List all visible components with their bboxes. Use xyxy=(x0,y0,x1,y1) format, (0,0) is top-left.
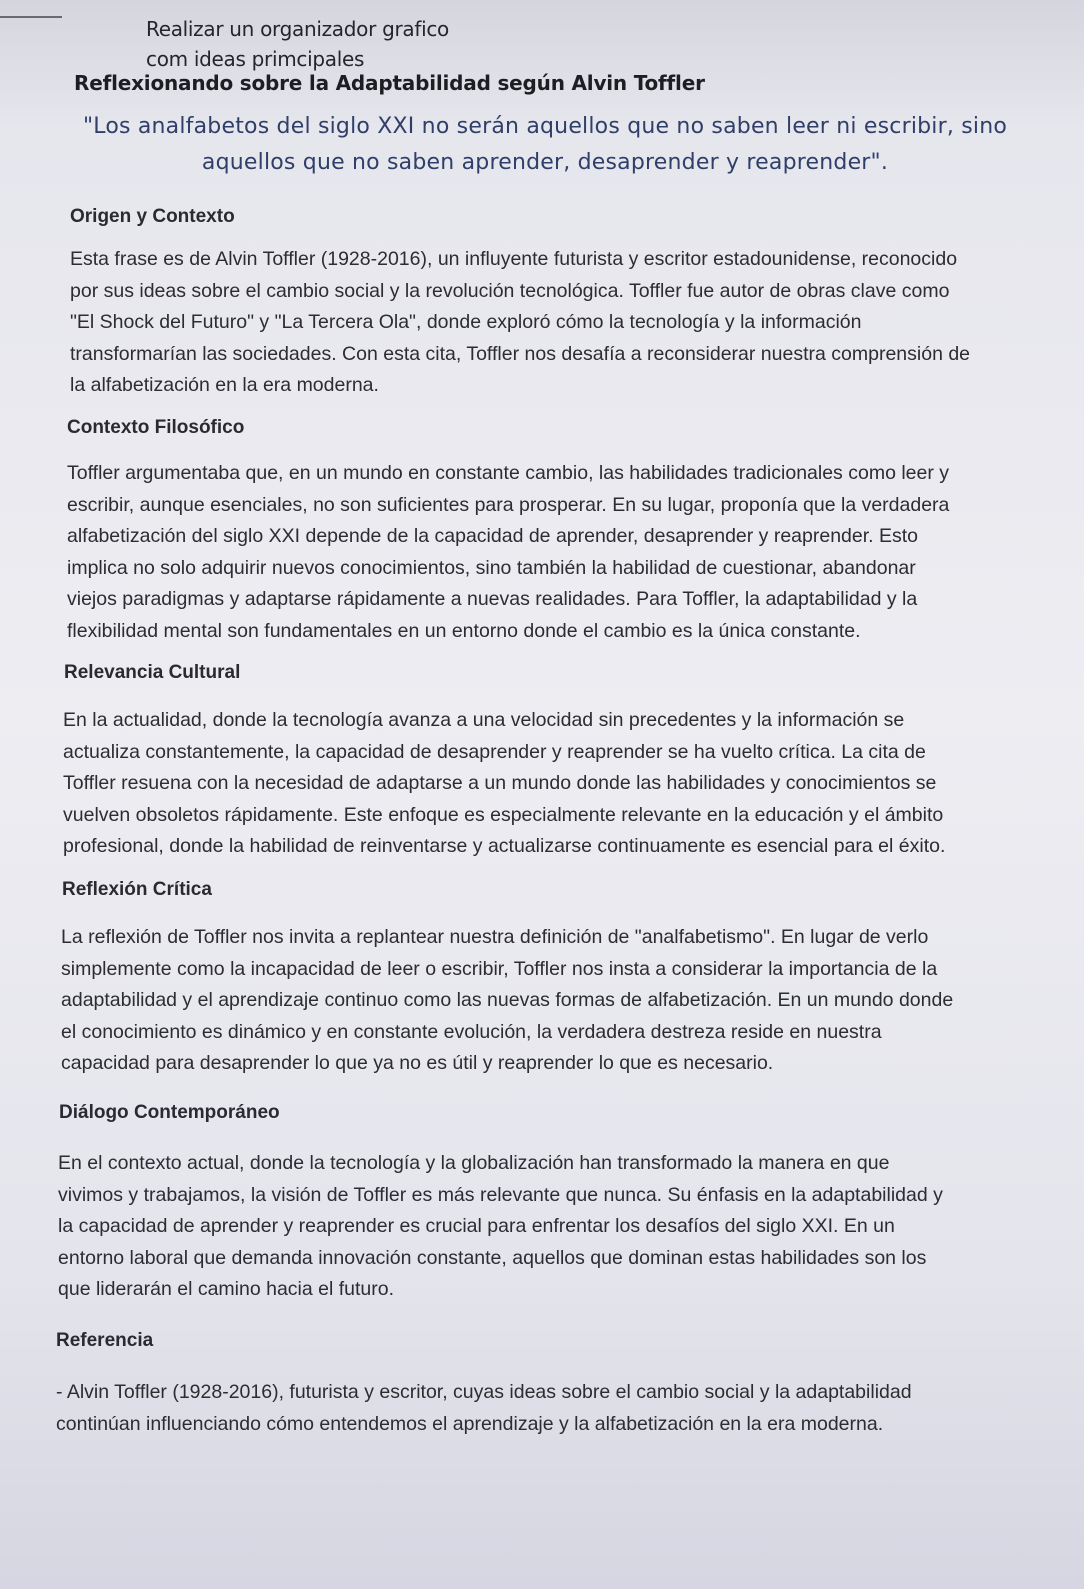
body-line: Toffler resuena con la necesidad de adaptarse a un mundo donde las habilidades y conocimientos se xyxy=(63,772,937,794)
body-line: entorno laboral que demanda innovación constante, aquellos que dominan estas habilidades son los xyxy=(58,1246,927,1269)
section-body-filosofico xyxy=(67,458,949,647)
instruction-line-2: com ideas primcipales xyxy=(146,47,365,71)
section-body-reflexion xyxy=(61,922,953,1080)
body-line: alfabetización del siglo XXI depende de la capacidad de aprender, desaprender y reaprender. Esto xyxy=(67,525,919,547)
body-line: simplemente como la incapacidad de leer o escribir, Toffler nos insta a considerar la importancia de la xyxy=(61,957,938,980)
body-line: Esta frase es de Alvin Toffler (1928-2016), un influyente futurista y escritor estadounidense, reconocido xyxy=(70,248,958,270)
section-body-relevancia xyxy=(63,705,945,863)
body-line: implica no solo adquirir nuevos conocimientos, sino también la habilidad de cuestionar, abandonar xyxy=(67,556,916,579)
body-line: Toffler argumentaba que, en un mundo en constante cambio, las habilidades tradicionales como leer y xyxy=(67,462,950,484)
section-heading-relevancia: Relevancia Cultural xyxy=(64,662,241,683)
section-heading-referencia: Referencia xyxy=(56,1330,154,1351)
instruction-line-1: Realizar un organizador grafico xyxy=(146,17,449,41)
body-line: escribir, aunque esenciales, no son suficientes para prosperar. En su lugar, proponía que la verdadera xyxy=(67,493,950,516)
section-heading-origen: Origen y Contexto xyxy=(70,206,235,227)
body-line: En el contexto actual, donde la tecnología y la globalización han transformado la manera en que xyxy=(58,1152,890,1174)
quote-line-2: aquellos que no saben aprender, desaprender y reaprender". xyxy=(201,150,889,175)
body-line: capacidad para desaprender lo que ya no es útil y reaprender lo que es necesario. xyxy=(61,1052,774,1074)
body-line: que liderarán el camino hacia el futuro. xyxy=(58,1278,395,1300)
body-line: vivimos y trabajamos, la visión de Toffler es más relevante que nunca. Su énfasis en la adaptabilidad y xyxy=(58,1183,943,1206)
body-line: "El Shock del Futuro" y "La Tercera Ola", donde exploró cómo la tecnología y la información xyxy=(70,311,862,333)
body-line: viejos paradigmas y adaptarse rápidamente a nuevas realidades. Para Toffler, la adaptabilidad y la xyxy=(67,588,918,610)
section-heading-reflexion: Reflexión Crítica xyxy=(62,879,212,900)
body-line: vuelven obsoletos rápidamente. Este enfoque es especialmente relevante en la educación y el ámbito xyxy=(63,803,944,826)
body-line: transformarían las sociedades. Con esta cita, Toffler nos desafía a reconsiderar nuestra comprensión de xyxy=(70,342,971,365)
margin-line xyxy=(0,16,62,18)
body-line: la capacidad de aprender y reaprender es crucial para enfrentar los desafíos del siglo XXI. En un xyxy=(58,1215,895,1237)
body-line: En la actualidad, donde la tecnología avanza a una velocidad sin precedentes y la información se xyxy=(63,709,905,731)
body-line: por sus ideas sobre el cambio social y la revolución tecnológica. Toffler fue autor de obras clave como xyxy=(70,279,950,302)
quote-line-1: "Los analfabetos del siglo XXI no serán aquellos que no saben leer ni escribir, sino xyxy=(82,114,1008,139)
body-line: La reflexión de Toffler nos invita a replantear nuestra definición de "analfabetismo". En lugar de verlo xyxy=(61,926,929,948)
body-line: la alfabetización en la era moderna. xyxy=(70,374,379,396)
section-body-referencia xyxy=(56,1377,912,1440)
body-line: adaptabilidad y el aprendizaje continuo como las nuevas formas de alfabetización. En un mundo donde xyxy=(61,989,954,1011)
section-body-origen xyxy=(70,244,970,402)
section-heading-dialogo: Diálogo Contemporáneo xyxy=(59,1102,280,1123)
body-line: actualiza constantemente, la capacidad de desaprender y reaprender se ha vuelto crítica. La cita de xyxy=(63,740,926,763)
body-line: profesional, donde la habilidad de reinventarse y actualizarse continuamente es esencial para el éxito. xyxy=(63,835,946,857)
body-line: - Alvin Toffler (1928-2016), futurista y escritor, cuyas ideas sobre el cambio social y la adaptabilidad xyxy=(56,1381,912,1403)
body-line: el conocimiento es dinámico y en constante evolución, la verdadera destreza reside en nuestra xyxy=(61,1020,882,1043)
section-body-dialogo xyxy=(58,1148,943,1306)
body-line: continúan influenciando cómo entendemos el aprendizaje y la alfabetización en la era moderna. xyxy=(56,1412,884,1435)
section-heading-filosofico: Contexto Filosófico xyxy=(67,417,245,438)
body-line: flexibilidad mental son fundamentales en un entorno donde el cambio es la única constante. xyxy=(67,619,861,642)
document-title: Reflexionando sobre la Adaptabilidad según Alvin Toffler xyxy=(74,71,705,95)
